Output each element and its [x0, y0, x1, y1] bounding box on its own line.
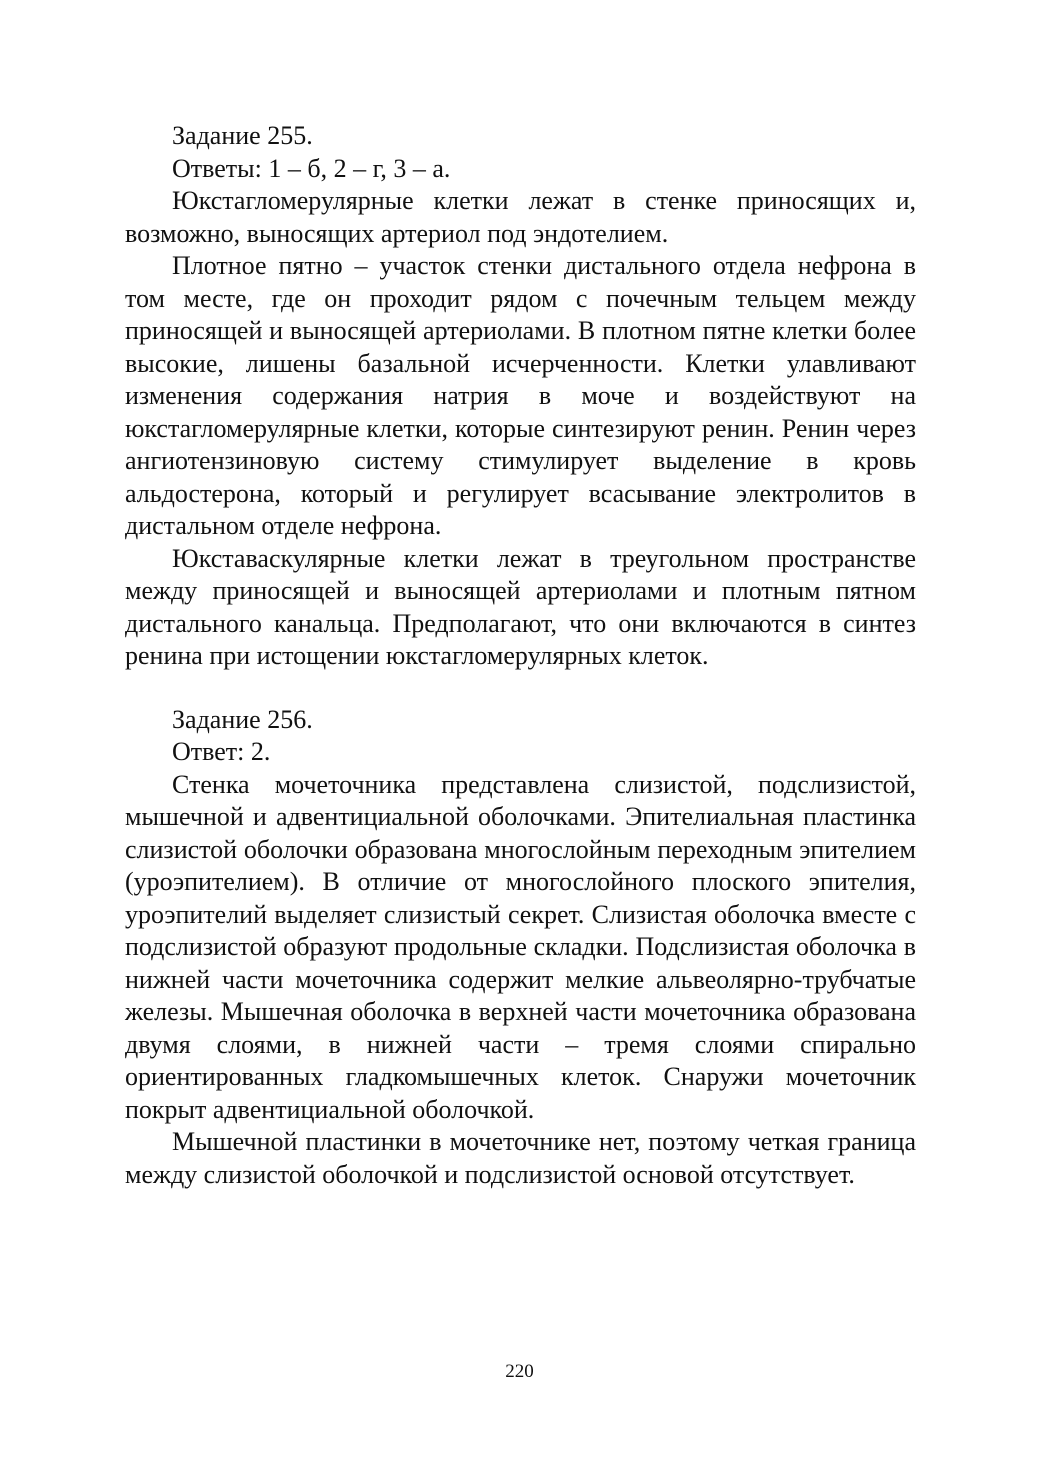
document-body [125, 120, 916, 1191]
task-255-section [125, 120, 916, 673]
task-255-paragraph-1: Юкстагломерулярные клетки лежат в стенке приносящих и, возможно, выносящих артериол под эндотелием. [125, 186, 916, 248]
task-256-paragraph-1: Стенка мочеточника представлена слизистой, подслизистой, мышечной и адвентициальной оболочками. Эпителиальная пластинка слизистой оболочки образована многослойным переходным эпителием (уроэпителием). В отличие от многослойного плоского эпителия, уроэпителий выделяет слизистый секрет. Слизистая оболочка вместе с подслизистой образуют продольные складки. Подслизистая оболочка в нижней части мочеточника содержит мелкие альвеолярно-трубчатые железы. Мышечная оболочка в верхней части мочеточника образована двумя слоями, в нижней части – тремя слоями спирально ориентированных гладкомышечных клеток. Снаружи мочеточник покрыт адвентициальной оболочкой. [125, 769, 916, 1124]
task-255-answer: Ответы: 1 – б, 2 – г, 3 – а. [172, 153, 451, 183]
task-255-title: Задание 255. [172, 121, 313, 150]
task-256-answer: Ответ: 2. [172, 737, 271, 766]
task-255-paragraph-3: Юкставаскулярные клетки лежат в треугольном пространстве между приносящей и выносящей артериолами и плотным пятном дистального канальца. Предполагают, что они включаются в синтез ренина при истощении юкстагломерулярных клеток. [125, 543, 916, 670]
task-255-paragraph-2: Плотное пятно – участок стенки дистального отдела нефрона в том месте, где он проходит рядом с почечным тельцем между приносящей и выносящей артериолами. В плотном пятне клетки более высокие, лишены базальной исчерченности. Клетки улавливают изменения содержания натрия в моче и воздействуют на юкстагломерулярные клетки, которые синтезируют ренин. Ренин через ангиотензиновую систему стимулирует выделение в кровь альдостерона, который и регулирует всасывание электролитов в дистальном отделе нефрона. [125, 251, 916, 540]
task-256-section [125, 704, 916, 1192]
page-number: 220 [505, 1361, 534, 1382]
task-256-title: Задание 256. [172, 704, 313, 734]
task-256-paragraph-2: Мышечной пластинки в мочеточнике нет, поэтому четкая граница между слизистой оболочкой и подслизистой основой отсутствует. [125, 1127, 916, 1189]
section-spacer [125, 673, 916, 704]
